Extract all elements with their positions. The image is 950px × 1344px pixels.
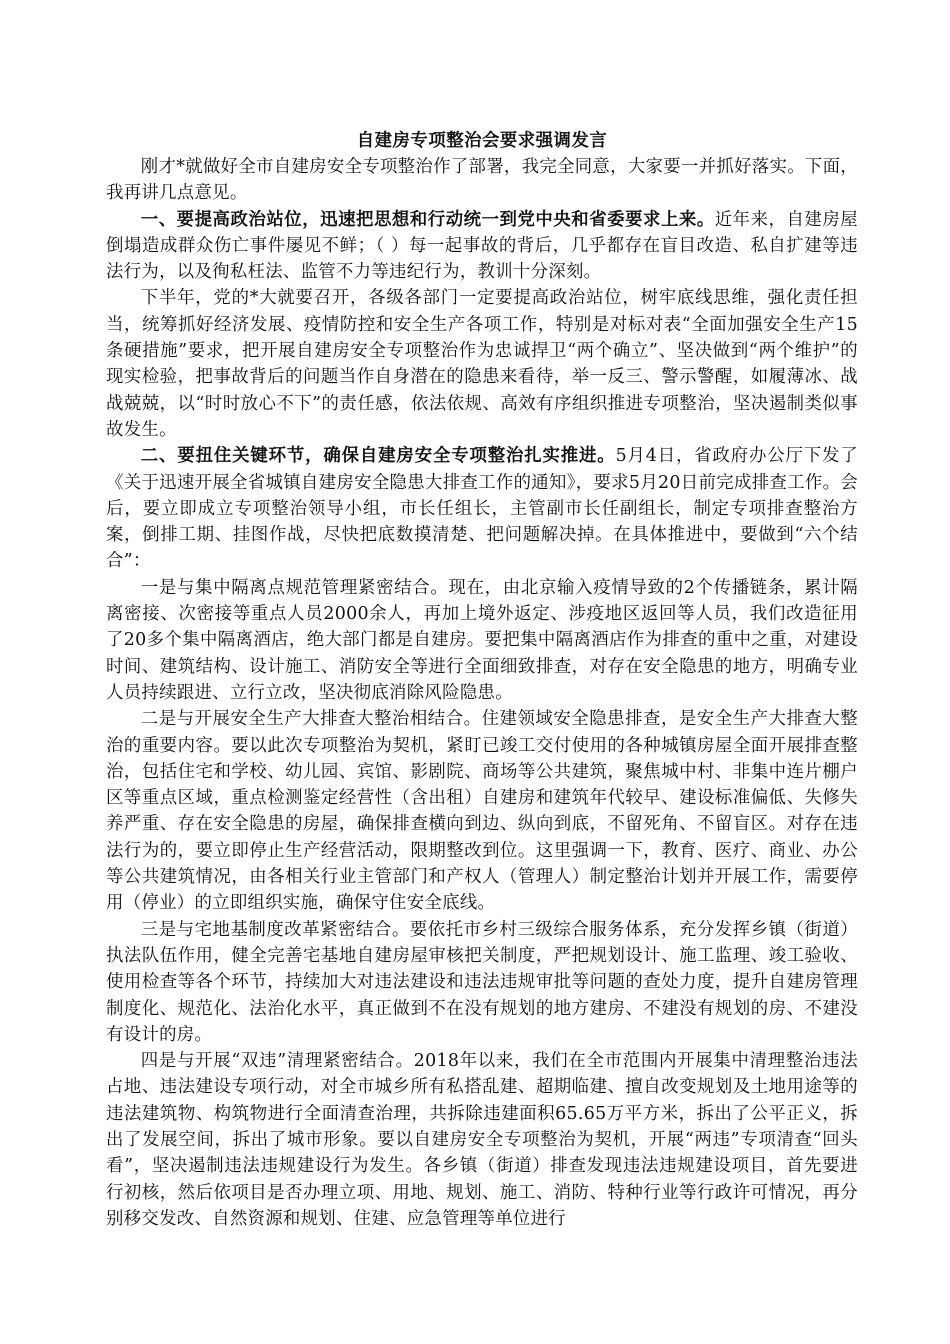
paragraph-text: 一是与集中隔离点规范管理紧密结合。现在，由北京输入疫情导致的2个传播链条，累计隔离密接、次密接等重点人员2000余人，再加上境外返定、涉疫地区返回等人员，我们改造征用了20多个集中隔离酒店，绝大部门都是自建房。要把集中隔离酒店作为排查的重中之重，对建设时间、建筑结构、设计施工、消防安全等进行全面细致排查，对存在安全隐患的地方，明确专业人员持续跟进、立行立改，坚决彻底消除风险隐患。 xyxy=(106,577,858,703)
paragraph-point-two xyxy=(106,706,858,916)
paragraph-point-three xyxy=(106,917,858,1048)
paragraph-second-half-year xyxy=(106,285,858,443)
paragraph-text: 刚才*就做好全市自建房安全专项整治作了部署，我完全同意，大家要一并抓好落实。下面，我再讲几点意见。 xyxy=(106,157,858,204)
paragraph-section-one xyxy=(106,207,858,286)
section-heading-two: 二、要扭住关键环节，确保自建房安全专项整治扎实推进。 xyxy=(140,446,616,467)
document-title: 自建房专项整治会要求强调发言 xyxy=(356,131,608,151)
paragraph-text: 三是与宅地基制度改革紧密结合。要依托市乡村三级综合服务体系，充分发挥乡镇（街道）执法队伍作用，健全完善宅基地自建房屋审核把关制度，严把规划设计、施工监理、竣工验收、使用检查等各个环节，持续加大对违法建设和违法违规审批等问题的查处力度，提升自建房管理制度化、规范化、法治化水平，真正做到不在没有规划的地方建房、不建没有规划的房、不建没有设计的房。 xyxy=(106,919,858,1045)
section-heading-one: 一、要提高政治站位，迅速把思想和行动统一到党中央和省委要求上来。 xyxy=(140,209,715,230)
paragraph-text: 四是与开展“双违”清理紧密结合。2018年以来，我们在全市范围内开展集中清理整治违法占地、违法建设专项行动，对全市城乡所有私搭乱建、超期临建、擅自改变规划及土地用途等的违法建筑物、构筑物进行全面清查治理，共拆除违建面积65.65万平方米，拆出了公平正义，拆出了发展空间，拆出了城市形象。要以自建房安全专项整治为契机，开展“两违”专项清查“回头看”，坚决遏制违法违规建设行为发生。各乡镇（街道）排查发现违法违规建设项目，首先要进行初核，然后依项目是否办理立项、用地、规划、施工、消防、特种行业等行政许可情况，再分别移交发改、自然资源和规划、住建、应急管理等单位进行 xyxy=(106,1051,858,1229)
paragraph-text: 近年来，自建房屋倒塌造成群众伤亡事件屡见不鲜；（ ）每一起事故的背后，几乎都存在盲目改造、私自扩建等违法行为，以及徇私枉法、监管不力等违纪行为，教训十分深刻。 xyxy=(106,209,858,283)
paragraph-section-two xyxy=(106,443,858,574)
paragraph-point-one xyxy=(106,575,858,706)
paragraph-point-four xyxy=(106,1048,858,1232)
paragraph-opening xyxy=(106,154,858,207)
document-body xyxy=(106,128,858,1232)
paragraph-text: 二是与开展安全生产大排查大整治相结合。住建领域安全隐患排查，是安全生产大排查大整治的重要内容。要以此次专项整治为契机，紧盯已竣工交付使用的各种城镇房屋全面开展排查整治，包括住宅和学校、幼儿园、宾馆、影剧院、商场等公共建筑，聚焦城中村、非集中连片棚户区等重点区域，重点检测鉴定经营性（含出租）自建房和建筑年代较早、建设标准偏低、失修失养严重、存在安全隐患的房屋，确保排查横向到边、纵向到底，不留死角、不留盲区。对存在违法行为的，要立即停止生产经营活动，限期整改到位。这里强调一下，教育、医疗、商业、办公等公共建筑情况，由各相关行业主管部门和产权人（管理人）制定整治计划并开展工作，需要停用（停业）的立即组织实施，确保守住安全底线。 xyxy=(106,709,858,914)
paragraph-text: 5月4日，省政府办公厅下发了《关于迅速开展全省城镇自建房安全隐患大排查工作的通知》，要求5月20日前完成排查工作。会后，要立即成立专项整治领导小组，市长任组长，主管副市长任副组长，制定专项排查整治方案，倒排工期、挂图作战，尽快把底数摸清楚、把问题解决掉。在具体推进中，要做到“六个结合”： xyxy=(106,446,858,572)
paragraph-text: 下半年，党的*大就要召开，各级各部门一定要提高政治站位，树牢底线思维，强化责任担当，统筹抓好经济发展、疫情防控和安全生产各项工作，特别是对标对表“全面加强安全生产15条硬措施”要求，把开展自建房安全专项整治作为忠诚捍卫“两个确立”、坚决做到“两个维护”的现实检验，把事故背后的问题当作自身潜在的隐患来看待，举一反三、警示警醒，如履薄冰、战战兢兢，以“时时放心不下”的责任感，依法依规、高效有序组织推进专项整治，坚决遏制类似事故发生。 xyxy=(106,288,858,440)
